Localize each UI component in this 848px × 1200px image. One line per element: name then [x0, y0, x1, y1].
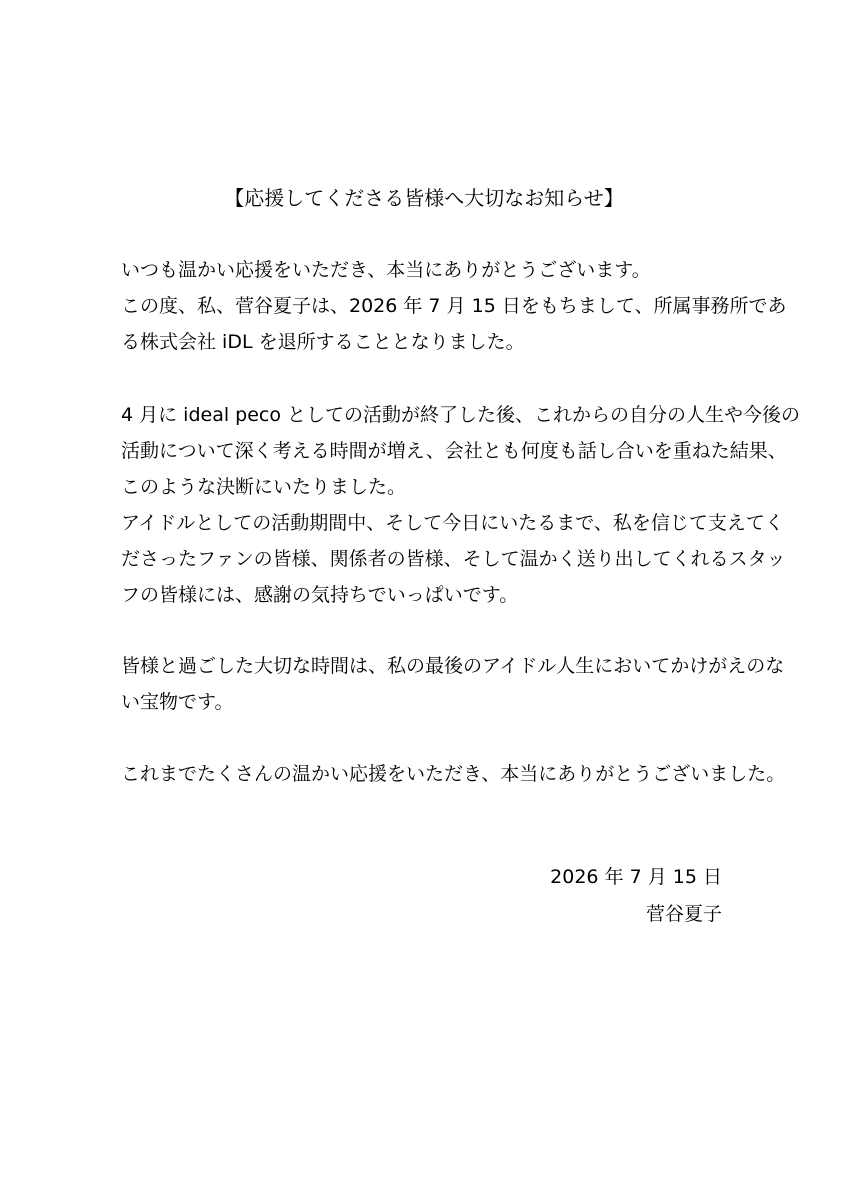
paragraph-2-line-3: このような決断にいたりました。	[121, 476, 407, 498]
paragraph-2-line-1: 4 月に ideal peco としての活動が終了した後、これからの自分の人生や今後の	[121, 404, 801, 426]
paragraph-1-line-1: いつも温かい応援をいただき、本当にありがとうございます。	[121, 259, 651, 281]
paragraph-2-line-5: ださったファンの皆様、関係者の皆様、そして温かく送り出してくれるスタッ	[121, 548, 786, 570]
paragraph-2-line-2: 活動について深く考える時間が増え、会社とも何度も話し合いを重ねた結果、	[121, 440, 787, 462]
paragraph-1-line-2: この度、私、菅谷夏子は、2026 年 7 月 15 日をもちまして、所属事務所であ	[121, 295, 787, 317]
document-title: 【応援してくださる皆様へ大切なお知らせ】	[224, 186, 624, 210]
paragraph-2-line-6: フの皆様には、感謝の気持ちでいっぱいです。	[121, 584, 519, 606]
paragraph-4-line-1: これまでたくさんの温かい応援をいただき、本当にありがとうございました。	[121, 763, 786, 785]
paragraph-3-line-1: 皆様と過ごした大切な時間は、私の最後のアイドル人生においてかけがえのな	[121, 655, 785, 677]
paragraph-3-line-2: い宝物です。	[121, 691, 234, 713]
paragraph-1-line-3: る株式会社 iDL を退所することとなりました。	[121, 331, 525, 353]
paragraph-2-line-4: アイドルとしての活動期間中、そして今日にいたるまで、私を信じて支えてく	[121, 512, 784, 534]
document-signature: 菅谷夏子	[645, 903, 722, 925]
document-date: 2026 年 7 月 15 日	[550, 866, 722, 888]
